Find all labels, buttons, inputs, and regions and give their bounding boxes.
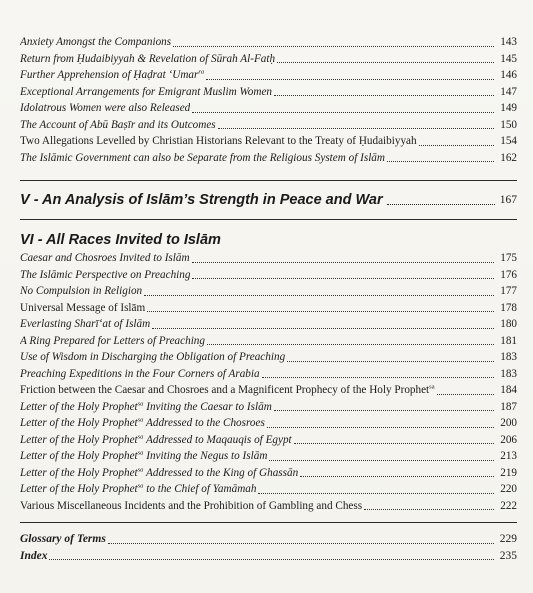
toc-entry-title-tail: Addressed to the Chosroes — [143, 417, 265, 429]
dot-leader — [364, 509, 494, 510]
toc-glossary[interactable] — [20, 531, 517, 548]
toc-entry[interactable] — [20, 150, 517, 167]
toc-entry-page: 222 — [500, 499, 517, 512]
toc-entry-title-text: The Account of Abū Baṣīr and its Outcomes — [20, 118, 216, 131]
toc-entry-title — [20, 498, 362, 515]
dot-leader — [294, 443, 494, 444]
table-of-contents — [20, 34, 517, 564]
toc-list-part-iv — [20, 34, 517, 166]
honorific-superscript: sa — [137, 399, 144, 407]
toc-entry-page: 146 — [500, 69, 517, 81]
toc-entry-page: 154 — [500, 135, 517, 147]
toc-entry[interactable] — [20, 481, 517, 498]
toc-entry-title-text: A Ring Prepared for Letters of Preaching — [20, 334, 205, 347]
dot-leader — [419, 145, 494, 146]
toc-entry-title — [20, 333, 205, 350]
toc-entry[interactable] — [20, 283, 517, 300]
toc-entry-page: 147 — [500, 85, 517, 98]
toc-entry-title — [20, 283, 142, 300]
dot-leader — [192, 112, 494, 113]
honorific-superscript: sa — [429, 383, 435, 391]
toc-entry-title-text: Anxiety Amongst the Companions — [20, 36, 172, 48]
toc-entry-title-tail: Inviting the Caesar to Islām — [143, 400, 272, 413]
toc-entry-title — [20, 84, 272, 101]
toc-entry[interactable] — [20, 100, 517, 117]
dot-leader — [274, 95, 494, 96]
toc-entry-title — [20, 316, 150, 333]
toc-entry-title — [20, 67, 204, 84]
toc-section-v[interactable] — [20, 189, 517, 211]
honorific-superscript: sa — [137, 482, 144, 490]
toc-entry-title-text: Return from Ḥudaibiyyah & Revelation of Sūrah Al-Fatḥ — [20, 52, 276, 65]
toc-entry[interactable] — [20, 349, 517, 366]
index-page: 235 — [499, 549, 517, 562]
dot-leader — [277, 62, 494, 63]
toc-entry-title-tail: Inviting the Negus to Islām — [143, 450, 268, 462]
toc-entry-title — [20, 432, 292, 449]
toc-entry[interactable] — [20, 51, 517, 68]
toc-entry-page: 143 — [500, 36, 517, 48]
toc-entry[interactable] — [20, 366, 517, 383]
honorific-superscript: ra — [198, 68, 205, 76]
toc-entry-page: 184 — [500, 384, 517, 396]
toc-entry[interactable] — [20, 67, 517, 84]
toc-entry[interactable] — [20, 117, 517, 134]
toc-entry-page: 187 — [500, 400, 517, 413]
toc-entry-title — [20, 100, 190, 117]
dot-leader — [207, 344, 494, 345]
glossary-page: 229 — [499, 533, 517, 545]
dot-leader — [274, 410, 494, 411]
section-vi-title: VI - All Races Invited to Islām — [20, 232, 221, 248]
dot-leader — [49, 559, 494, 560]
toc-entry-page: 183 — [500, 351, 517, 363]
toc-entry-page: 175 — [500, 252, 517, 264]
toc-entry[interactable] — [20, 267, 517, 284]
toc-entry-title-tail: to the Chief of Yamāmah — [143, 483, 257, 495]
toc-entry-title — [20, 117, 216, 134]
toc-entry-page: 180 — [500, 318, 517, 330]
glossary-title: Glossary of Terms — [20, 533, 106, 545]
toc-entry-title-text: Preaching Expeditions in the Four Corners of Arabia — [20, 367, 260, 380]
toc-entry-title-text: The Islāmic Government can also be Separate from the Religious System of Islām — [20, 151, 385, 164]
toc-entry[interactable] — [20, 498, 517, 515]
dot-leader — [192, 262, 494, 263]
toc-entry-title-text: The Islāmic Perspective on Preaching — [20, 268, 191, 281]
toc-section-vi[interactable] — [20, 230, 517, 250]
honorific-superscript: sa — [137, 449, 144, 457]
toc-entry[interactable] — [20, 300, 517, 317]
toc-entry-page: 178 — [500, 301, 517, 314]
dot-leader — [387, 161, 494, 162]
honorific-superscript: sa — [137, 432, 144, 440]
toc-entry-title-text: Letter of the Holy Prophet — [20, 400, 138, 413]
toc-entry[interactable] — [20, 333, 517, 350]
dot-leader — [147, 311, 494, 312]
dot-leader — [206, 79, 494, 80]
toc-entry[interactable] — [20, 250, 517, 267]
toc-entry-title — [20, 133, 417, 150]
toc-entry-page: 200 — [500, 417, 517, 429]
toc-entry-page: 213 — [500, 450, 517, 462]
toc-entry-page: 149 — [500, 102, 517, 114]
toc-entry-title-text: Friction between the Caesar and Chosroes and a Magnificent Prophecy of the Holy Prophet — [20, 384, 430, 396]
toc-entry-title-text: Everlasting Sharī‘at of Islām — [20, 318, 151, 330]
toc-entry-page: 206 — [500, 433, 517, 446]
toc-entry-title — [20, 267, 190, 284]
toc-entry-title-tail: Addressed to Maqauqis of Egypt — [143, 433, 292, 446]
toc-entry-title-text: Caesar and Chosroes Invited to Islām — [20, 252, 190, 264]
section-v-title: V - An Analysis of Islām’s Strength in Peace and War — [20, 192, 383, 208]
toc-entry-title — [20, 349, 285, 366]
honorific-superscript: sa — [137, 465, 144, 473]
toc-entry-title — [20, 150, 385, 167]
toc-entry-title-text: Various Miscellaneous Incidents and the Prohibition of Gambling and Chess — [20, 499, 363, 512]
toc-entry-title — [20, 250, 190, 267]
toc-entry[interactable] — [20, 448, 517, 465]
toc-entry-title — [20, 382, 435, 399]
toc-entry[interactable] — [20, 84, 517, 101]
toc-entry[interactable] — [20, 316, 517, 333]
toc-entry[interactable] — [20, 399, 517, 416]
dot-leader — [267, 427, 494, 428]
toc-entry[interactable] — [20, 432, 517, 449]
section-v-page: 167 — [499, 194, 517, 206]
toc-entry-page: 162 — [500, 151, 517, 164]
toc-entry-title-tail: Addressed to the King of Ghassān — [143, 466, 299, 479]
toc-entry-title — [20, 34, 171, 51]
dot-leader — [269, 460, 494, 461]
toc-entry-title — [20, 415, 265, 432]
toc-entry-page: 219 — [500, 466, 517, 479]
toc-entry-page: 176 — [500, 268, 517, 281]
toc-entry-title-text: No Compulsion in Religion — [20, 285, 143, 297]
honorific-superscript: sa — [137, 416, 144, 424]
toc-entry-page: 183 — [500, 367, 517, 380]
toc-entry-page: 220 — [500, 483, 517, 495]
toc-entry-title-text: Letter of the Holy Prophet — [20, 483, 138, 495]
toc-index[interactable] — [20, 548, 517, 565]
dot-leader — [108, 543, 494, 544]
toc-entry-title — [20, 51, 275, 68]
toc-entry-title-text: Universal Message of Islām — [20, 301, 146, 314]
dot-leader — [152, 328, 494, 329]
dot-leader — [437, 394, 494, 395]
dot-leader — [192, 278, 494, 279]
index-title: Index — [20, 549, 48, 562]
toc-entry[interactable] — [20, 133, 517, 150]
dot-leader — [258, 493, 494, 494]
toc-entry-title — [20, 465, 298, 482]
toc-entry[interactable] — [20, 415, 517, 432]
dot-leader — [387, 204, 495, 205]
toc-entry-title — [20, 399, 272, 416]
dot-leader — [287, 361, 494, 362]
toc-entry-title — [20, 366, 260, 383]
dot-leader — [262, 377, 494, 378]
toc-entry-title-text: Further Apprehension of Ḥaḍrat ‘Umar — [20, 69, 199, 81]
dot-leader — [300, 476, 494, 477]
dot-leader — [218, 128, 494, 129]
toc-entry-title-text: Letter of the Holy Prophet — [20, 417, 138, 429]
toc-entry-title-text: Idolatrous Women were also Released — [20, 102, 191, 114]
toc-entry[interactable] — [20, 34, 517, 51]
toc-entry[interactable] — [20, 465, 517, 482]
toc-entry-title — [20, 448, 267, 465]
toc-entry-title-text: Use of Wisdom in Discharging the Obligation of Preaching — [20, 351, 286, 363]
dot-leader — [173, 46, 494, 47]
dot-leader — [144, 295, 494, 296]
toc-entry-title-text: Letter of the Holy Prophet — [20, 450, 138, 462]
toc-list-part-vi — [20, 250, 517, 514]
toc-entry-title-text: Letter of the Holy Prophet — [20, 433, 138, 446]
toc-entry-title-text: Two Allegations Levelled by Christian Historians Relevant to the Treaty of Ḥudaibiyyah — [20, 135, 417, 147]
toc-entry-page: 145 — [500, 52, 517, 65]
toc-entry-title-text: Exceptional Arrangements for Emigrant Muslim Women — [20, 85, 273, 98]
toc-entry-page: 177 — [500, 285, 517, 297]
toc-entry-page: 150 — [500, 118, 517, 131]
toc-entry-title-text: Letter of the Holy Prophet — [20, 466, 138, 479]
toc-entry[interactable] — [20, 382, 517, 399]
toc-entry-title — [20, 481, 256, 498]
toc-entry-page: 181 — [500, 334, 517, 347]
toc-entry-title — [20, 300, 145, 317]
